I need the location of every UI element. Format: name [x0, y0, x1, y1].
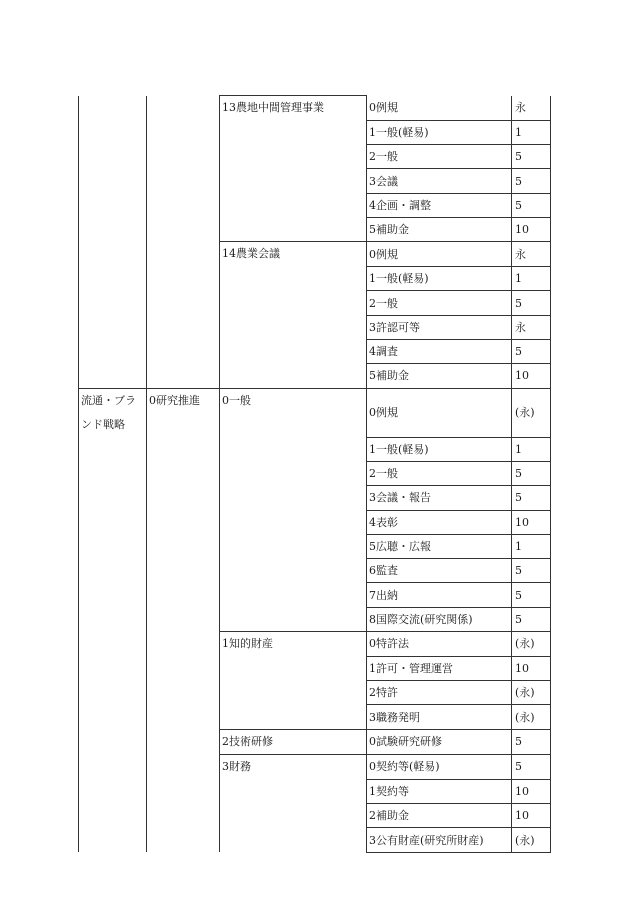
- retention-period-cell: 5: [512, 169, 551, 193]
- middle-category-cell: [147, 559, 220, 583]
- minor-category-cell: 14農業会議: [220, 242, 367, 267]
- retention-period-cell: 10: [512, 217, 551, 241]
- major-category-cell: [79, 193, 147, 217]
- detail-category-cell: 3会議・報告: [367, 486, 512, 510]
- minor-category-cell: [220, 339, 367, 363]
- table-row: [79, 315, 551, 339]
- middle-category-cell: [147, 755, 220, 780]
- detail-category-cell: 2特許: [367, 681, 512, 705]
- minor-category-cell: [220, 559, 367, 583]
- major-category-cell: [79, 804, 147, 828]
- major-category-cell: [79, 681, 147, 705]
- detail-category-cell: 2一般: [367, 291, 512, 315]
- retention-period-cell: 10: [512, 656, 551, 680]
- middle-category-cell: [147, 145, 220, 169]
- minor-category-cell: [220, 656, 367, 680]
- middle-category-cell: [147, 217, 220, 241]
- minor-category-cell: 3財務: [220, 755, 367, 780]
- middle-category-cell: 0研究推進: [147, 388, 220, 437]
- retention-period-cell: 5: [512, 559, 551, 583]
- middle-category-cell: [147, 828, 220, 852]
- retention-period-cell: (永): [512, 828, 551, 852]
- table-row: [79, 804, 551, 828]
- retention-period-cell: 10: [512, 804, 551, 828]
- middle-category-cell: [147, 120, 220, 144]
- major-category-cell: [79, 145, 147, 169]
- retention-period-cell: 1: [512, 120, 551, 144]
- minor-category-cell: [220, 315, 367, 339]
- detail-category-cell: 5補助金: [367, 364, 512, 388]
- minor-category-cell: [220, 534, 367, 558]
- middle-category-cell: [147, 804, 220, 828]
- retention-period-cell: 5: [512, 729, 551, 754]
- retention-period-cell: (永): [512, 681, 551, 705]
- minor-category-cell: [220, 169, 367, 193]
- minor-category-cell: [220, 364, 367, 388]
- middle-category-cell: [147, 534, 220, 558]
- middle-category-cell: [147, 779, 220, 803]
- retention-period-cell: 5: [512, 291, 551, 315]
- retention-period-cell: 5: [512, 145, 551, 169]
- minor-category-cell: [220, 705, 367, 729]
- middle-category-cell: [147, 729, 220, 754]
- major-category-cell: [79, 96, 147, 121]
- middle-category-cell: [147, 267, 220, 291]
- major-category-cell: [79, 607, 147, 631]
- middle-category-cell: [147, 681, 220, 705]
- retention-period-cell: 永: [512, 96, 551, 121]
- file-classification-table: [78, 95, 551, 853]
- retention-period-cell: 永: [512, 242, 551, 267]
- middle-category-cell: [147, 461, 220, 485]
- table-row: [79, 120, 551, 144]
- retention-period-cell: 10: [512, 364, 551, 388]
- detail-category-cell: 1許可・管理運営: [367, 656, 512, 680]
- table-row: [79, 364, 551, 388]
- table-row: [79, 437, 551, 461]
- major-category-cell: [79, 217, 147, 241]
- table-body: [79, 96, 551, 853]
- retention-period-cell: 1: [512, 534, 551, 558]
- table-row: [79, 169, 551, 193]
- middle-category-cell: [147, 583, 220, 607]
- retention-period-cell: (永): [512, 705, 551, 729]
- detail-category-cell: 1一般(軽易): [367, 267, 512, 291]
- major-category-cell: 流通・ブランド戦略: [79, 388, 147, 437]
- retention-period-cell: 1: [512, 267, 551, 291]
- table-row: [79, 193, 551, 217]
- table-row: [79, 267, 551, 291]
- middle-category-cell: [147, 339, 220, 363]
- retention-period-cell: 永: [512, 315, 551, 339]
- major-category-cell: [79, 315, 147, 339]
- retention-period-cell: 5: [512, 607, 551, 631]
- table-row: [79, 534, 551, 558]
- middle-category-cell: [147, 705, 220, 729]
- major-category-cell: [79, 120, 147, 144]
- detail-category-cell: 1契約等: [367, 779, 512, 803]
- major-category-cell: [79, 364, 147, 388]
- major-category-cell: [79, 291, 147, 315]
- middle-category-cell: [147, 656, 220, 680]
- minor-category-cell: [220, 193, 367, 217]
- detail-category-cell: 3許認可等: [367, 315, 512, 339]
- table-row: [79, 705, 551, 729]
- detail-category-cell: 4表彰: [367, 510, 512, 534]
- detail-category-cell: 5広聴・広報: [367, 534, 512, 558]
- table-row: [79, 339, 551, 363]
- table-row: [79, 242, 551, 267]
- table-row: [79, 755, 551, 780]
- minor-category-cell: [220, 461, 367, 485]
- middle-category-cell: [147, 242, 220, 267]
- major-category-cell: [79, 583, 147, 607]
- major-category-cell: [79, 267, 147, 291]
- minor-category-cell: [220, 145, 367, 169]
- detail-category-cell: 4調査: [367, 339, 512, 363]
- minor-category-cell: 2技術研修: [220, 729, 367, 754]
- detail-category-cell: 2一般: [367, 461, 512, 485]
- detail-category-cell: 1一般(軽易): [367, 120, 512, 144]
- retention-period-cell: 10: [512, 779, 551, 803]
- minor-category-cell: [220, 607, 367, 631]
- minor-category-cell: [220, 804, 367, 828]
- table-row: [79, 388, 551, 437]
- minor-category-cell: [220, 828, 367, 852]
- detail-category-cell: 0例規: [367, 242, 512, 267]
- table-row: [79, 681, 551, 705]
- middle-category-cell: [147, 632, 220, 657]
- detail-category-cell: 8国際交流(研究関係): [367, 607, 512, 631]
- minor-category-cell: 13農地中間管理事業: [220, 96, 367, 121]
- detail-category-cell: 6監査: [367, 559, 512, 583]
- detail-category-cell: 1一般(軽易): [367, 437, 512, 461]
- minor-category-cell: [220, 437, 367, 461]
- table-row: [79, 96, 551, 121]
- major-category-cell: [79, 559, 147, 583]
- minor-category-cell: [220, 510, 367, 534]
- minor-category-cell: [220, 217, 367, 241]
- table-row: [79, 486, 551, 510]
- minor-category-cell: [220, 120, 367, 144]
- retention-period-cell: (永): [512, 388, 551, 437]
- detail-category-cell: 2補助金: [367, 804, 512, 828]
- table-row: [79, 583, 551, 607]
- major-category-cell: [79, 242, 147, 267]
- major-category-cell: [79, 437, 147, 461]
- table-row: [79, 510, 551, 534]
- middle-category-cell: [147, 315, 220, 339]
- detail-category-cell: 0契約等(軽易): [367, 755, 512, 780]
- major-category-cell: [79, 486, 147, 510]
- major-category-cell: [79, 729, 147, 754]
- detail-category-cell: 0例規: [367, 388, 512, 437]
- minor-category-cell: [220, 267, 367, 291]
- major-category-cell: [79, 632, 147, 657]
- table-row: [79, 828, 551, 852]
- detail-category-cell: 3会議: [367, 169, 512, 193]
- middle-category-cell: [147, 364, 220, 388]
- table-row: [79, 559, 551, 583]
- retention-period-cell: 5: [512, 486, 551, 510]
- retention-period-cell: 5: [512, 755, 551, 780]
- detail-category-cell: 0特許法: [367, 632, 512, 657]
- middle-category-cell: [147, 510, 220, 534]
- middle-category-cell: [147, 169, 220, 193]
- detail-category-cell: 3公有財産(研究所財産): [367, 828, 512, 852]
- middle-category-cell: [147, 96, 220, 121]
- major-category-cell: [79, 534, 147, 558]
- major-category-cell: [79, 339, 147, 363]
- middle-category-cell: [147, 486, 220, 510]
- detail-category-cell: 3職務発明: [367, 705, 512, 729]
- retention-period-cell: 5: [512, 339, 551, 363]
- retention-period-cell: 5: [512, 583, 551, 607]
- minor-category-cell: [220, 291, 367, 315]
- middle-category-cell: [147, 437, 220, 461]
- detail-category-cell: 0試験研究研修: [367, 729, 512, 754]
- minor-category-cell: [220, 779, 367, 803]
- table-row: [79, 291, 551, 315]
- middle-category-cell: [147, 291, 220, 315]
- table-row: [79, 779, 551, 803]
- major-category-cell: [79, 828, 147, 852]
- table-row: [79, 461, 551, 485]
- minor-category-cell: 0一般: [220, 388, 367, 437]
- major-category-cell: [79, 169, 147, 193]
- major-category-cell: [79, 755, 147, 780]
- major-category-cell: [79, 705, 147, 729]
- table-row: [79, 607, 551, 631]
- detail-category-cell: 5補助金: [367, 217, 512, 241]
- minor-category-cell: 1知的財産: [220, 632, 367, 657]
- retention-period-cell: (永): [512, 632, 551, 657]
- table-row: [79, 217, 551, 241]
- table-row: [79, 729, 551, 754]
- major-category-cell: [79, 510, 147, 534]
- detail-category-cell: 4企画・調整: [367, 193, 512, 217]
- middle-category-cell: [147, 193, 220, 217]
- minor-category-cell: [220, 681, 367, 705]
- major-category-cell: [79, 461, 147, 485]
- minor-category-cell: [220, 486, 367, 510]
- minor-category-cell: [220, 583, 367, 607]
- retention-period-cell: 10: [512, 510, 551, 534]
- table-row: [79, 632, 551, 657]
- detail-category-cell: 0例規: [367, 96, 512, 121]
- table-row: [79, 656, 551, 680]
- retention-period-cell: 5: [512, 193, 551, 217]
- detail-category-cell: 7出納: [367, 583, 512, 607]
- retention-period-cell: 1: [512, 437, 551, 461]
- detail-category-cell: 2一般: [367, 145, 512, 169]
- major-category-cell: [79, 656, 147, 680]
- middle-category-cell: [147, 607, 220, 631]
- retention-period-cell: 5: [512, 461, 551, 485]
- major-category-cell: [79, 779, 147, 803]
- table-row: [79, 145, 551, 169]
